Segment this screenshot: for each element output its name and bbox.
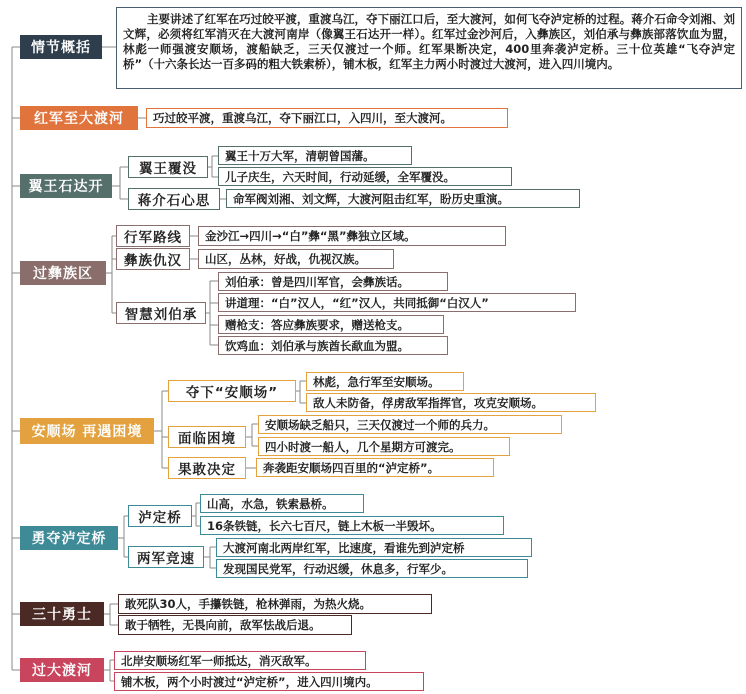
category-yi-area[interactable] [20,261,106,285]
leaf-chiang-order: 命军阀刘湘、刘文辉，大渡河阻击红军，盼历史重演。 [226,189,580,208]
leaf-reasoning: 讲道理：“白”汉人，“红”汉人，共同抵御“白汉人” [218,293,576,312]
leaf-iron-chains: 16条铁链，长六七百尺，链上木板一半毁坏。 [200,516,504,535]
category-thirty-heroes[interactable] [20,602,104,626]
category-luding-bridge-label: 勇夺泸定桥 [31,531,107,547]
category-luding-bridge[interactable] [20,526,118,550]
sub-seize-anshunchang[interactable]: 夺下“安顺场” [168,380,296,402]
sub-chiang-intent[interactable]: 蒋介石心思 [128,188,220,210]
sub-decisive-decision[interactable]: 果敢决定 [168,457,246,479]
leaf-yi-hostility: 山区，丛林，好战，仇视汉族。 [198,249,394,269]
leaf-crossing-time: 四小时渡一船人，几个星期方可渡完。 [258,437,510,456]
leaf-gift-guns: 赠枪支：答应彝族要求，赠送枪支。 [218,315,444,334]
leaf-bridge-terrain: 山高，水急，铁索悬桥。 [200,494,364,513]
leaf-son-birthday: 儿子庆生，六天时间，行动延缓，全军覆没。 [218,167,512,186]
category-red-army-to-river[interactable] [20,106,138,130]
sub-march-route[interactable]: 行军路线 [116,225,190,247]
category-shi-dakai[interactable] [20,174,112,198]
leaf-north-bank: 北岸安顺场红军一师抵达，消灭敌军。 [114,651,366,670]
leaf-liu-background: 刘伯承：曾是四川军官，会彝族话。 [218,272,448,291]
category-cross-river-label: 过大渡河 [32,663,92,679]
category-thirty-heroes-label: 三十勇士 [32,607,92,623]
sub-yi-hostility[interactable]: 彝族仇汉 [116,248,190,270]
leaf-lack-boats: 安顺场缺乏船只，三天仅渡过一个师的兵力。 [258,415,562,434]
leaf-raid-luding: 奔袭距安顺场四百里的“泸定桥”。 [256,458,494,477]
category-anshunchang-label: 安顺场 再遇困境 [31,424,143,440]
leaf-blood-oath: 饮鸡血：刘伯承与族酋长歃血为盟。 [218,336,448,355]
leaf-kmt-slow: 发现国民党军，行动迟缓，休息多，行军少。 [216,559,528,578]
leaf-march-route: 金沙江→四川→“白”彝“黑”彝独立区域。 [198,226,506,246]
category-overview[interactable] [20,35,102,59]
leaf-planks-crossing: 铺木板，两个小时渡过“泸定桥”，进入四川境内。 [114,672,424,691]
category-cross-river[interactable] [20,658,104,682]
overview-paragraph: 主要讲述了红军在巧过皎平渡，重渡乌江，夺下丽江口后，至大渡河，如何飞夺泸定桥的过程。蒋介石命令刘湘、刘文辉，必须将红军消灭在大渡河南岸（像翼王石达开一样）。红军过金沙河后，入彝族区，刘伯承与彝族部落饮血为盟，林彪一师强渡安顺场，渡船缺乏，三天仅渡过一个师。红军果断决定，400里奔袭泸定桥。三十位英雄“飞夺泸定桥”（十六条长达一百多码的粗大铁索桥），铺木板，红军主力两小时渡过大渡河，进入四川境内。 [116,7,742,89]
sub-predicament[interactable]: 面临困境 [168,426,246,448]
leaf-lin-biao-march: 林彪，急行军至安顺场。 [306,372,464,391]
leaf-fearless-advance: 敢于牺牲，无畏向前，敌军怯战后退。 [118,615,352,635]
leaf-route-summary: 巧过皎平渡，重渡乌江，夺下丽江口，入四川，至大渡河。 [146,108,508,128]
sub-wing-king-defeat[interactable]: 翼王覆没 [128,156,208,178]
sub-luding-bridge[interactable]: 泸定桥 [128,505,192,527]
category-shi-dakai-label: 翼王石达开 [28,179,104,195]
category-anshunchang[interactable] [20,418,154,444]
leaf-capture-officer: 敌人未防备，俘虏敌军指挥官，攻克安顺场。 [306,393,596,412]
leaf-race-both-banks: 大渡河南北两岸红军，比速度，看谁先到泸定桥 [216,538,532,557]
category-yi-area-label: 过彝族区 [33,266,93,282]
leaf-dare-to-die-squad: 敢死队30人，手攥铁链，枪林弹雨，为热火烧。 [118,594,432,614]
sub-race[interactable]: 两军竞速 [128,546,204,568]
category-red-army-to-river-label: 红军至大渡河 [34,111,124,127]
sub-wise-liu-bocheng[interactable]: 智慧刘伯承 [116,302,206,324]
leaf-wing-king-army: 翼王十万大军，清朝曾国藩。 [218,146,412,165]
category-overview-label: 情节概括 [31,40,91,56]
